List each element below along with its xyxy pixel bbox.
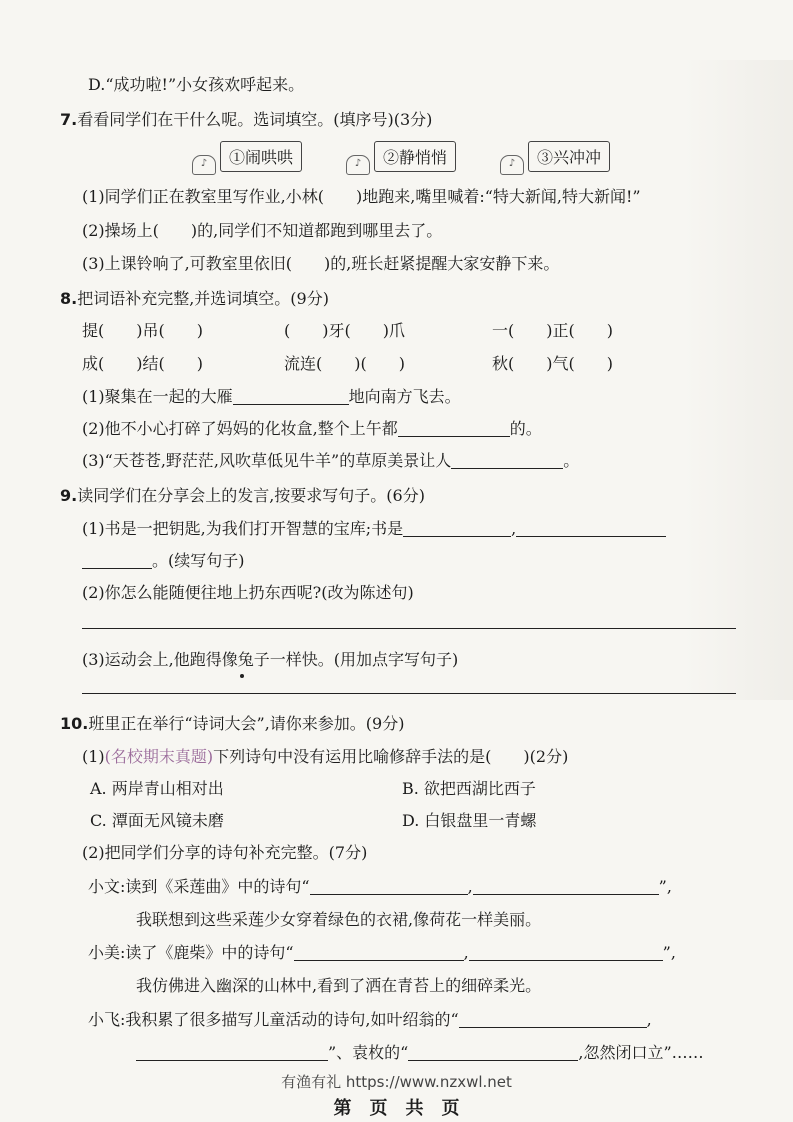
- xiaofei-text-b: ”、袁枚的“: [328, 1043, 409, 1062]
- xiaomei-text-a: 小美:读了《鹿柴》中的诗句“: [88, 943, 294, 962]
- q7-option-2: [346, 141, 456, 175]
- q10-choice-d: D. 白银盘里一青螺: [402, 811, 537, 830]
- q8-word-5: 流连( )( ): [284, 354, 405, 373]
- xiaomei-line-1: [88, 940, 676, 963]
- q10-heading: [60, 711, 404, 734]
- q8-item-3: [82, 448, 579, 471]
- q7-option-1: [192, 141, 302, 175]
- answer-blank[interactable]: [136, 1042, 328, 1061]
- xiaowen-line-1: [88, 874, 672, 897]
- answer-blank[interactable]: [398, 418, 510, 437]
- answer-blank[interactable]: [459, 1009, 647, 1028]
- q9-title: 读同学们在分享会上的发言,按要求写句子。(6分): [77, 486, 425, 505]
- q10-sub-1: [82, 744, 568, 767]
- q7-title: 看看同学们在干什么呢。选词填空。(填序号)(3分): [77, 110, 433, 129]
- q8-word-3: 一( )正( ): [492, 321, 613, 340]
- answer-blank[interactable]: [473, 876, 659, 895]
- q7-item-3: (3)上课铃响了,可教室里依旧( )的,班长赶紧提醒大家安静下来。: [82, 254, 560, 273]
- xiaomei-text-b: ”,: [662, 943, 676, 962]
- q10-choice-b: B. 欲把西湖比西子: [402, 779, 536, 798]
- xiaowen-text-b: ”,: [658, 877, 672, 896]
- answer-blank[interactable]: [408, 1042, 578, 1061]
- q8-item-3-text-b: 。: [563, 451, 580, 470]
- q9-item-1-text: (1)书是一把钥匙,为我们打开智慧的宝库;书是: [82, 519, 404, 538]
- q8-word-4: 成( )结( ): [82, 354, 203, 373]
- q6-option-d: D.“成功啦!”小女孩欢呼起来。: [88, 75, 305, 94]
- answer-line[interactable]: [82, 693, 736, 694]
- answer-blank[interactable]: [82, 550, 152, 569]
- footer-website: 有渔有礼 https://www.nzxwl.net: [281, 1073, 512, 1091]
- q7-item-2: (2)操场上( )的,同学们不知道都跑到哪里去了。: [82, 221, 443, 240]
- q8-item-2: [82, 416, 542, 439]
- q10-title: 班里正在举行“诗词大会”,请你来参加。(9分): [88, 714, 405, 733]
- bell-icon: ♪: [346, 155, 370, 175]
- q8-word-1: 提( )吊( ): [82, 321, 203, 340]
- answer-blank[interactable]: [310, 876, 468, 895]
- q8-item-1-text-a: (1)聚集在一起的大雁: [82, 387, 233, 406]
- q9-item-1-text-b: 。(续写句子): [152, 551, 245, 570]
- footer-page-number: 第 页 共 页: [333, 1098, 460, 1119]
- q9-item-3: (3)运动会上,他跑得像兔子一样快。(用加点字写句子): [82, 650, 459, 669]
- q7-option-3: [500, 141, 610, 175]
- answer-blank[interactable]: [469, 942, 663, 961]
- answer-blank[interactable]: [403, 518, 511, 537]
- q8-item-1: [82, 384, 461, 407]
- q10-choice-a: A. 两岸青山相对出: [90, 779, 224, 798]
- q7-item-1: (1)同学们正在教室里写作业,小林( )地跑来,嘴里喊着:“特大新闻,特大新闻!”: [82, 187, 641, 206]
- q10-sub-2: (2)把同学们分享的诗句补充完整。(7分): [82, 843, 368, 862]
- q10-sub-1-text: 下列诗句中没有运用比喻修辞手法的是( )(2分): [213, 747, 569, 766]
- q8-item-2-text-a: (2)他不小心打碎了妈妈的化妆盒,整个上午都: [82, 419, 398, 438]
- q7-option-2-label: ②静悄悄: [374, 141, 456, 172]
- q8-word-6: 秋( )气( ): [492, 354, 613, 373]
- xiaomei-comma: ,: [463, 943, 469, 962]
- q7-number: 7.: [60, 110, 78, 129]
- q8-title: 把词语补充完整,并选词填空。(9分): [77, 289, 329, 308]
- q8-item-1-text-b: 地向南方飞去。: [348, 387, 461, 406]
- xiaofei-line-1: [88, 1007, 652, 1030]
- q9-number: 9.: [60, 486, 78, 505]
- q8-heading: [60, 286, 329, 309]
- q9-item-1: [82, 516, 666, 539]
- xiaofei-line-2: [136, 1040, 704, 1063]
- answer-blank[interactable]: [451, 450, 563, 469]
- bell-icon: ♪: [500, 155, 524, 175]
- q8-item-2-text-b: 的。: [509, 419, 542, 438]
- q9-item-2: (2)你怎么能随便往地上扔东西呢?(改为陈述句): [82, 583, 414, 602]
- answer-blank[interactable]: [233, 386, 349, 405]
- q7-option-1-label: ①闹哄哄: [220, 141, 302, 172]
- q9-heading: [60, 483, 425, 506]
- q10-sub-1-prefix: (1): [82, 747, 105, 766]
- xiaowen-comma: ,: [467, 877, 473, 896]
- answer-blank[interactable]: [294, 942, 464, 961]
- xiaowen-text-a: 小文:读到《采莲曲》中的诗句“: [88, 877, 310, 896]
- q8-number: 8.: [60, 289, 78, 308]
- q7-heading: [60, 107, 432, 130]
- answer-blank[interactable]: [516, 518, 666, 537]
- bell-icon: ♪: [192, 155, 216, 175]
- q8-item-3-text-a: (3)“天苍苍,野茫茫,风吹草低见牛羊”的草原美景让人: [82, 451, 452, 470]
- q9-item-1-separator: ,: [511, 519, 517, 538]
- exam-source-tag: (名校期末真题): [104, 747, 214, 766]
- emphasis-dot: [240, 674, 244, 678]
- q8-word-2: ( )牙( )爪: [284, 321, 405, 340]
- q10-number: 10.: [60, 714, 89, 733]
- bleed-through-shadow: [683, 60, 793, 700]
- q7-option-3-label: ③兴冲冲: [528, 141, 610, 172]
- q10-choice-c: C. 潭面无风镜未磨: [90, 811, 224, 830]
- answer-line[interactable]: [82, 628, 736, 629]
- xiaofei-text-c: ,忽然闭口立”……: [578, 1043, 704, 1062]
- q9-item-1-cont: [82, 548, 245, 571]
- xiaowen-line-2: 我联想到这些采莲少女穿着绿色的衣裙,像荷花一样美丽。: [136, 910, 542, 929]
- xiaofei-comma: ,: [646, 1010, 652, 1029]
- xiaofei-text-a: 小飞:我积累了很多描写儿童活动的诗句,如叶绍翁的“: [88, 1010, 459, 1029]
- xiaomei-line-2: 我仿佛进入幽深的山林中,看到了洒在青苔上的细碎柔光。: [136, 976, 542, 995]
